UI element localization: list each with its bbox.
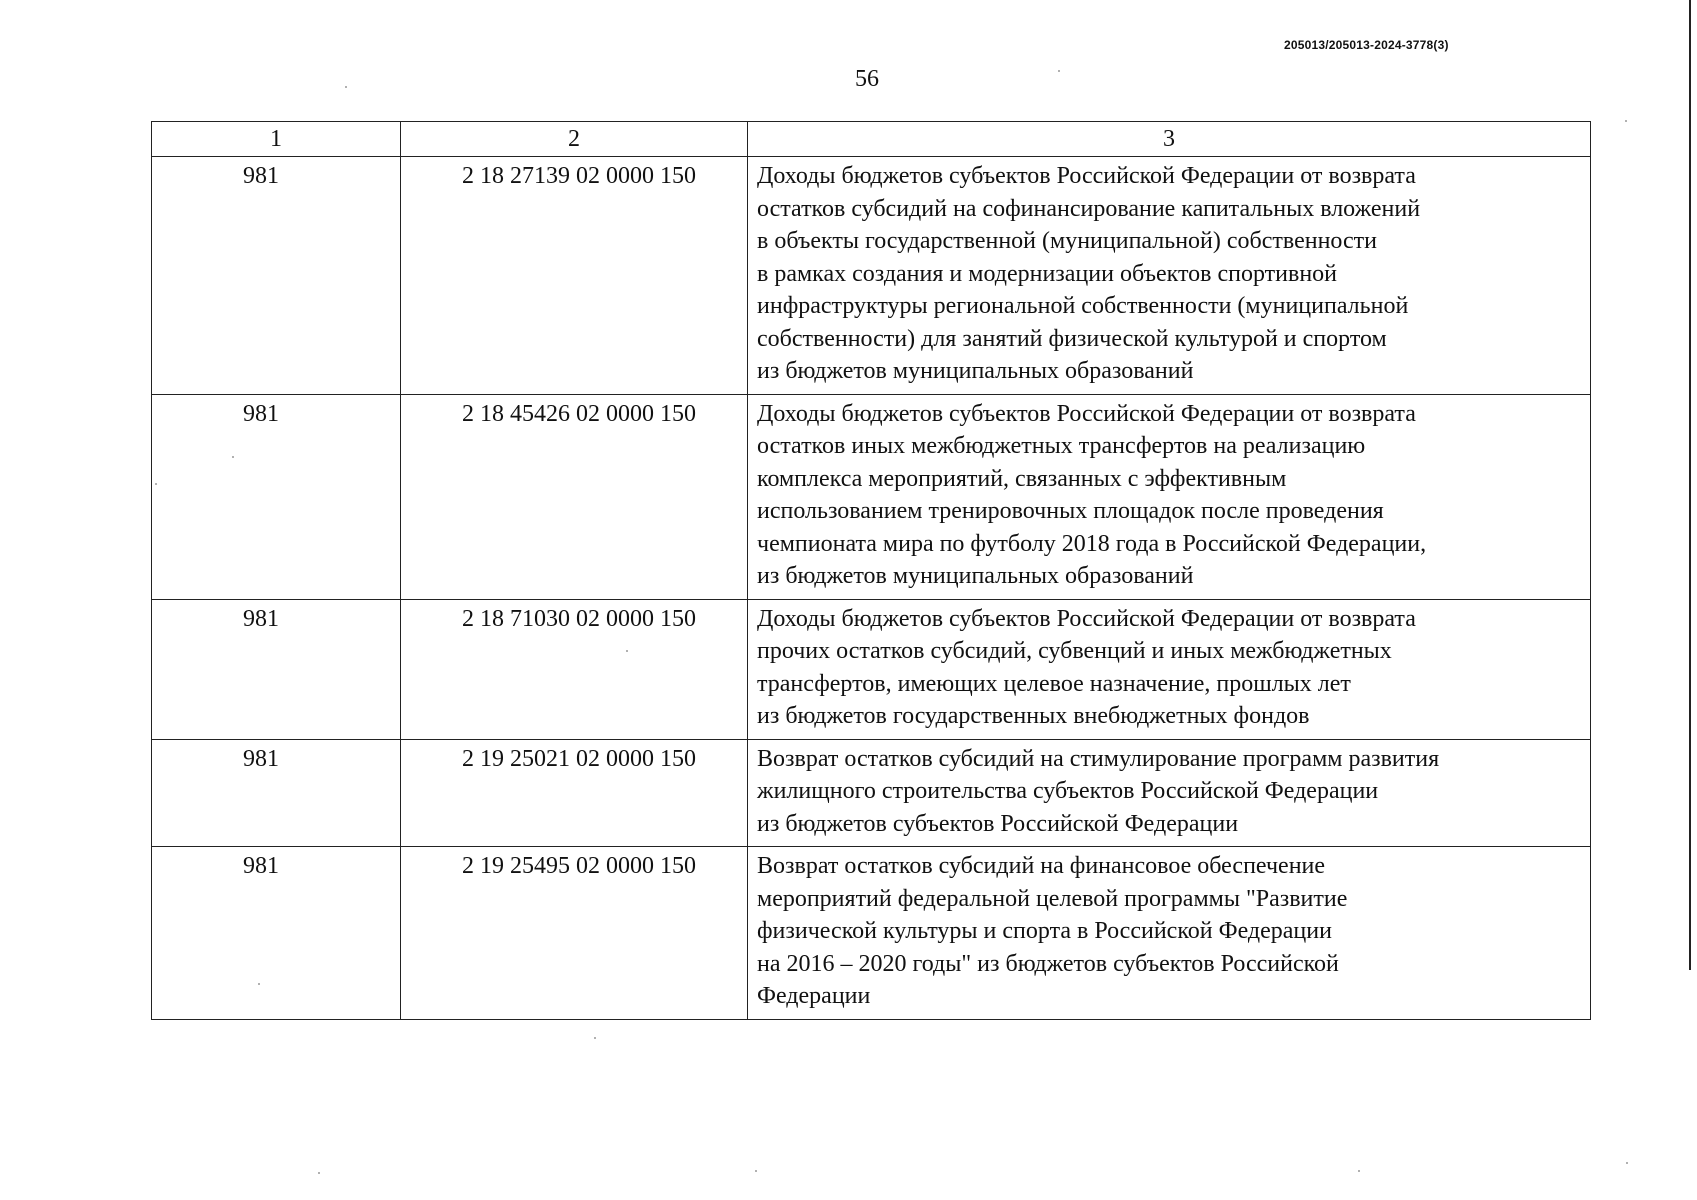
table-row: [152, 394, 1591, 599]
budget-code-cell: 2 18 71030 02 0000 150: [401, 599, 748, 739]
speck: [155, 483, 157, 485]
table-row: [152, 739, 1591, 847]
description-cell: Возврат остатков субсидий на стимулирование программ развития жилищного строительства субъектов Российской Федерации из бюджетов субъектов Российской Федерации: [748, 739, 1591, 847]
speck: [232, 456, 234, 458]
speck: [318, 1172, 320, 1174]
admin-code-cell: 981: [152, 847, 401, 1020]
column-header-3: 3: [748, 122, 1591, 157]
description-cell: Доходы бюджетов субъектов Российской Федерации от возврата прочих остатков субсидий, субвенций и иных межбюджетных трансфертов, имеющих целевое назначение, прошлых лет из бюджетов государственных внебюджетных фондов: [748, 599, 1591, 739]
speck: [1058, 70, 1060, 72]
budget-codes-table: [151, 121, 1591, 1020]
speck: [626, 650, 628, 652]
column-header-1: 1: [152, 122, 401, 157]
speck: [345, 86, 347, 88]
table-header-row: [152, 122, 1591, 157]
budget-code-cell: 2 18 45426 02 0000 150: [401, 394, 748, 599]
description-cell: Доходы бюджетов субъектов Российской Федерации от возврата остатков субсидий на софинансирование капитальных вложений в объекты государственной (муниципальной) собственности в рамках создания и модернизации объектов спортивной инфраструктуры региональной собственности (муниципальной собственности) для занятий физической культурой и спортом из бюджетов муниципальных образований: [748, 157, 1591, 395]
column-header-2: 2: [401, 122, 748, 157]
budget-code-cell: 2 19 25495 02 0000 150: [401, 847, 748, 1020]
admin-code-cell: 981: [152, 739, 401, 847]
budget-code-cell: 2 19 25021 02 0000 150: [401, 739, 748, 847]
speck: [1626, 1162, 1628, 1164]
table-row: [152, 599, 1591, 739]
document-id: 205013/205013-2024-3778(3): [1284, 38, 1449, 52]
table-row: [152, 157, 1591, 395]
admin-code-cell: 981: [152, 394, 401, 599]
description-cell: Возврат остатков субсидий на финансовое обеспечение мероприятий федеральной целевой программы "Развитие физической культуры и спорта в Российской Федерации на 2016 – 2020 годы" из бюджетов субъектов Российской Федерации: [748, 847, 1591, 1020]
speck: [258, 983, 260, 985]
scan-edge-line: [1689, 0, 1691, 970]
description-cell: Доходы бюджетов субъектов Российской Федерации от возврата остатков иных межбюджетных трансфертов на реализацию комплекса мероприятий, связанных с эффективным использованием тренировочных площадок после проведения чемпионата мира по футболу 2018 года в Российской Федерации, из бюджетов муниципальных образований: [748, 394, 1591, 599]
speck: [594, 1037, 596, 1039]
speck: [1358, 1170, 1360, 1172]
budget-code-cell: 2 18 27139 02 0000 150: [401, 157, 748, 395]
admin-code-cell: 981: [152, 157, 401, 395]
speck: [755, 1170, 757, 1172]
page-number: 56: [855, 66, 879, 92]
speck: [1625, 120, 1627, 122]
admin-code-cell: 981: [152, 599, 401, 739]
table-row: [152, 847, 1591, 1020]
